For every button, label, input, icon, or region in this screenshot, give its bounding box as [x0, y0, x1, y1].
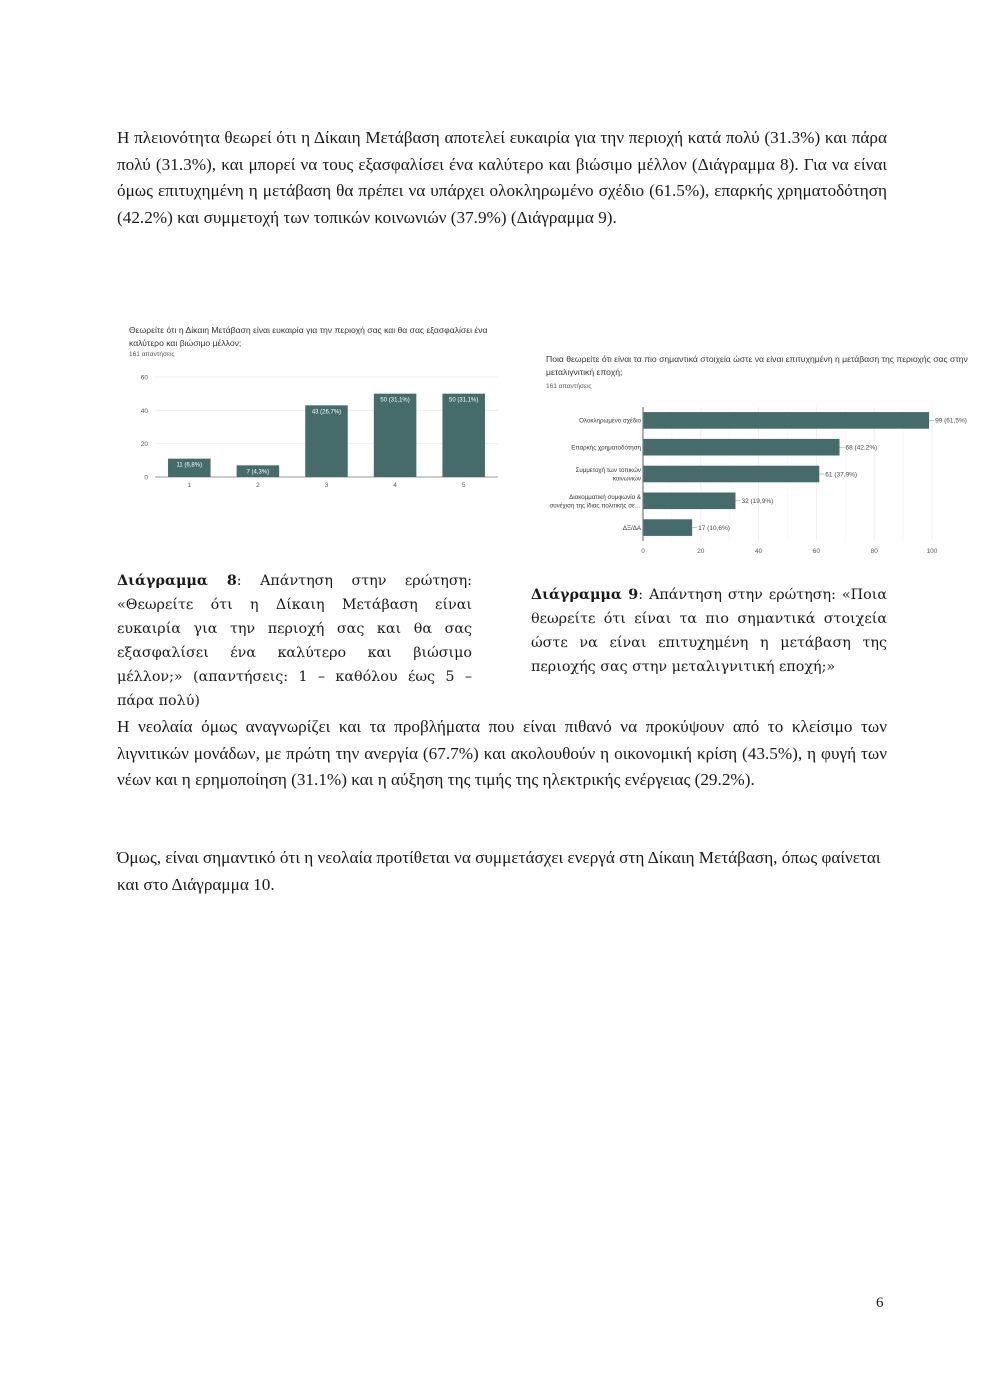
chart8-ytick-label: 0 [144, 474, 148, 482]
chart9-data-label: 68 (42,2%) [845, 444, 878, 452]
chart9-xtick-label: 20 [697, 548, 705, 555]
chart8-bar-chart [120, 365, 505, 490]
chart8-title: Θεωρείτε ότι η Δίκαιη Μετάβαση είναι ευκαιρία για την περιοχή σας και θα σας εξασφαλίσει ένα καλύτερο και βιώσιμο μέλλον; [129, 325, 488, 348]
figure9-caption-label: Διάγραμμα 9 [531, 587, 639, 603]
chart9-category-label: συνέχιση της ίδιας πολιτικής σε… [549, 502, 641, 510]
chart9-data-label: 17 (10,6%) [698, 524, 730, 532]
chart8-data-label: 11 (6,8%) [176, 462, 203, 469]
chart8-subtitle: 161 απαντήσεις [129, 351, 175, 358]
chart8-xtick-label: 3 [324, 482, 329, 489]
chart9-xtick-label: 80 [870, 548, 878, 555]
chart9-category-label: ΔΞ/ΔΑ [622, 524, 641, 532]
chart9-category-label: κοινωνιών [612, 475, 641, 483]
chart8-ytick-label: 40 [140, 407, 148, 415]
chart8-data-label: 50 (31,1%) [380, 397, 410, 404]
chart8-data-label: 7 (4,3%) [246, 469, 270, 476]
chart8-xtick-label: 2 [256, 482, 260, 489]
figure9-caption [531, 583, 887, 679]
figure9-caption-text: : Απάντηση στην ερώτηση: «Ποια θεωρείτε ότι είναι τα πιο σημαντικά στοιχεία ώστε να είναι επιτυχημένη η μετάβαση της περιοχής σας στην μεταλιγνιτική εποχή;» [531, 587, 887, 675]
chart9-category-label: Ολοκληρωμένο σχέδιο [579, 417, 641, 425]
chart9-horizontal-bar-chart [525, 405, 980, 560]
chart8-data-label: 50 (31,1%) [449, 397, 479, 404]
chart9-data-label: 99 (61,5%) [935, 417, 967, 425]
chart8-bar [442, 394, 485, 477]
body-paragraph-2: Η νεολαία όμως αναγνωρίζει και τα προβλήματα που είναι πιθανό να προκύψουν από το κλείσιμο των λιγνιτικών μονάδων, με πρώτη την ανεργία (67.7%) και ακολουθούν η οικονομική κρίση (43.5%), η φυγή των νέων και η ερημοποίηση (31.1%) και η αύξηση της τιμής της ηλεκτρικής ενέργειας (29.2%). [117, 717, 887, 789]
chart9-bar [643, 439, 840, 456]
chart9-data-label: 32 (19,9%) [741, 498, 774, 506]
chart9-title: Ποια θεωρείτε ότι είναι τα πιο σημαντικά στοιχεία ώστε να είναι επιτυχημένη η μετάβαση της περιοχής σας στην μεταλιγνιτική εποχή; [546, 354, 968, 377]
chart8-bar [305, 405, 348, 477]
body-paragraph-1: Η πλειονότητα θεωρεί ότι η Δίκαιη Μετάβαση αποτελεί ευκαιρία για την περιοχή κατά πολύ (31.3%) και πάρα πολύ (31.3%), και μπορεί να τους εξασφαλίσει ένα καλύτερο και βιώσιμο μέλλον (Διάγραμμα 8). Για να είναι όμως επιτυχημένη η μετάβαση θα πρέπει να υπάρχει ολοκληρωμένο σχέδιο (61.5%), επαρκής χρηματοδότηση (42.2%) και συμμετοχή των τοπικών κοινωνιών (37.9%) (Διάγραμμα 9). [117, 128, 887, 227]
chart9-data-label: 61 (37,9%) [825, 471, 858, 479]
chart9-category-label: Διακομματική συμφωνία & [569, 493, 641, 501]
chart8-xtick-label: 5 [461, 482, 466, 489]
chart8-bar [374, 394, 417, 477]
chart8-ytick-label: 60 [140, 374, 148, 382]
chart8-data-label: 43 (26,7%) [311, 409, 342, 416]
chart9-xtick-label: 0 [641, 548, 645, 555]
chart9-bar [643, 492, 735, 509]
page-number: 6 [876, 1295, 884, 1311]
figure8-caption-text: : Απάντηση στην ερώτηση: «Θεωρείτε ότι η Δίκαιη Μετάβαση είναι ευκαιρία για την περιοχή σας και θα σας εξασφαλίσει ένα καλύτερο και βιώσιμο μέλλον;» (απαντήσεις: 1 – καθόλου έως 5 – πάρα πολύ) [117, 573, 472, 709]
chart9-bar [643, 412, 929, 429]
chart8-ytick-label: 20 [140, 441, 148, 449]
figure8-caption [117, 569, 472, 713]
body-paragraph-3: Όμως, είναι σημαντικό ότι η νεολαία προτίθεται να συμμετάσχει ενεργά στη Δίκαιη Μετάβαση, όπως φαίνεται και στο Διάγραμμα 10. [117, 848, 881, 894]
chart9-subtitle: 161 απαντήσεις [546, 383, 592, 390]
chart9-bar [643, 519, 692, 536]
figure8-caption-label: Διάγραμμα 8 [117, 573, 237, 589]
chart8-xtick-label: 1 [187, 482, 192, 489]
chart9-xtick-label: 60 [812, 548, 821, 555]
chart9-xtick-label: 40 [754, 548, 763, 555]
chart9-xtick-label: 100 [926, 548, 938, 555]
chart8-xtick-label: 4 [393, 482, 397, 489]
chart9-bar [643, 466, 819, 483]
chart9-category-label: Συμμετοχή των τοπικών [575, 467, 641, 475]
chart9-category-label: Επαρκής χρηματοδότηση [571, 444, 641, 452]
